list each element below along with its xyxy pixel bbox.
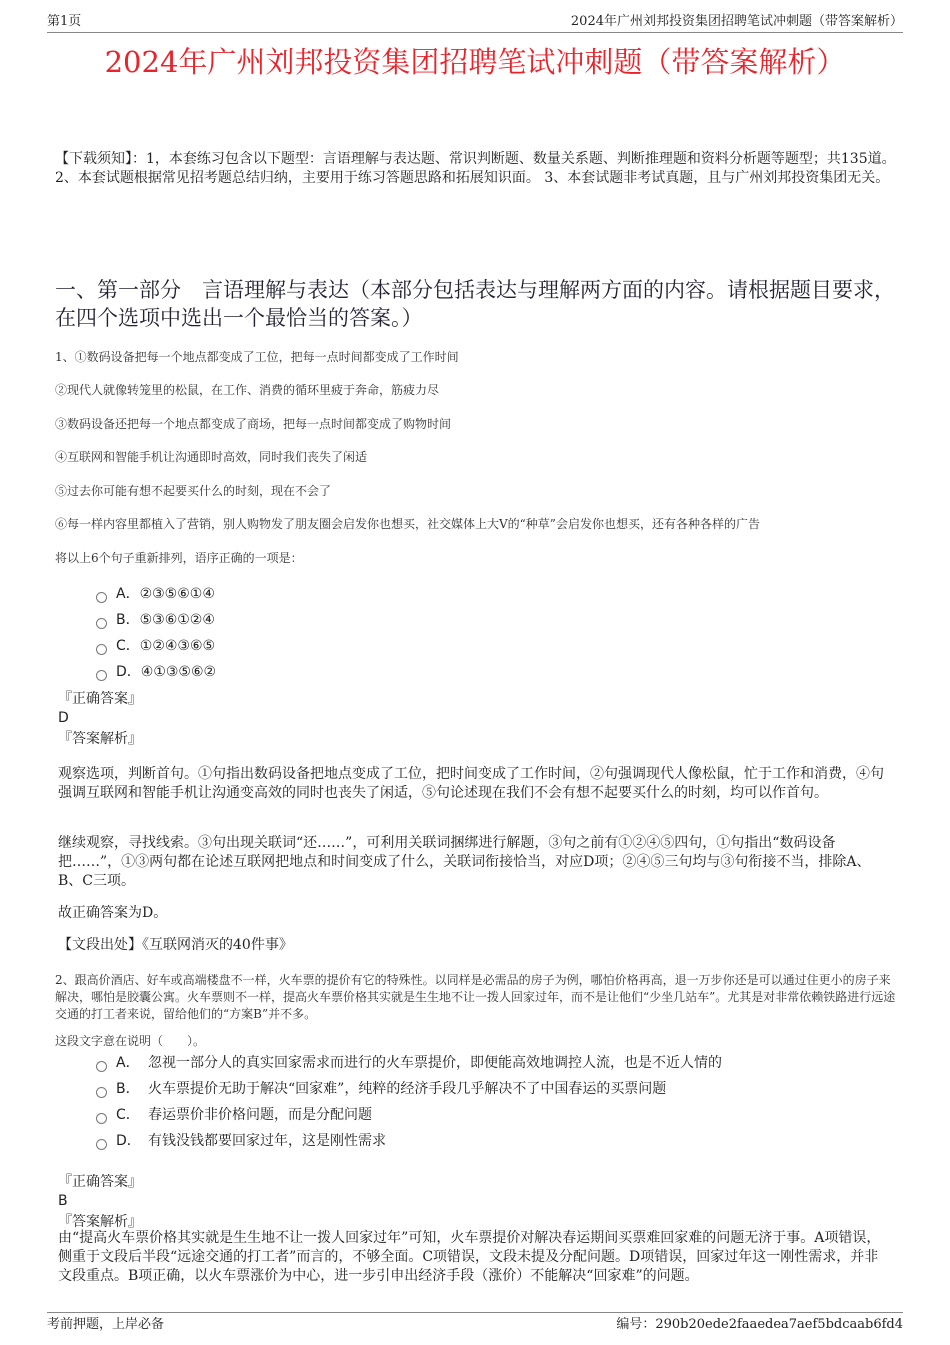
radio-icon[interactable]: [96, 644, 107, 655]
q1-line: ⑤过去你可能有想不起要买什么的时刻，现在不会了: [55, 484, 332, 498]
q1-analysis-para: 继续观察，寻找线索。③句出现关联词“还……”，可利用关联词捆绑进行解题，③句之前有①②④⑤四句，①句指出“数码设备把……”，①③两句都在论述互联网把地点和时间变成了什么，关联词衔接恰当，对应D项；②④⑤三句均与③句衔接不当，排除A、B、C三项。: [58, 835, 871, 889]
q2-prompt: 这段文字意在说明（ ）。: [55, 1034, 206, 1048]
q1-line: ③数码设备还把每一个地点都变成了商场，把每一点时间都变成了购物时间: [55, 417, 452, 431]
q1-analysis-para: 故正确答案为D。: [58, 905, 168, 921]
download-notice: 【下载须知】：1，本套练习包含以下题型：言语理解与表达题、常识判断题、数量关系题、判断推理题和资料分析题等题型；共135道。 2、本套试题根据常见招考题总结归纳，主要用于练习答题思路和拓展知识面。 3、本套试题非考试真题，且与广州刘邦投资集团无关。: [55, 151, 896, 186]
q1-line: ⑥每一样内容里都植入了营销，别人购物发了朋友圈会启发你也想买，社交媒体上大V的“种草”会启发你也想买，还有各种各样的广告: [55, 517, 760, 531]
q2-analysis-label: 『答案解析』: [58, 1214, 142, 1230]
radio-icon[interactable]: [96, 670, 107, 681]
footer-slogan: 考前押题，上岸必备: [47, 1317, 165, 1332]
q1-option-a[interactable]: A．②③⑤⑥①④: [96, 584, 215, 604]
q2-option-a[interactable]: A． 忽视一部分人的真实回家需求而进行的火车票提价，即便能高效地调控人流，也是不近人情的: [96, 1053, 722, 1073]
q1-correct-label: 『正确答案』: [58, 691, 142, 707]
q1-source: 【文段出处】《互联网消灭的40件事》: [58, 937, 293, 953]
q1-option-c[interactable]: C．①②④③⑥⑤: [96, 636, 215, 656]
q1-line: 1、①数码设备把每一个地点都变成了工位，把每一点时间都变成了工作时间: [55, 350, 459, 364]
q1-prompt: 将以上6个句子重新排列，语序正确的一项是：: [55, 551, 303, 565]
q1-analysis-para: 观察选项，判断首句。①句指出数码设备把地点变成了工位，把时间变成了工作时间，②句强调现代人像松鼠，忙于工作和消费，④句强调互联网和智能手机让沟通变高效的同时也丧失了闲适，⑤句论述现在我们不会有想不起要买什么的时刻，均可以作首句。: [58, 766, 884, 801]
q1-option-d[interactable]: D．④①③⑤⑥②: [96, 662, 216, 682]
page-header: [47, 12, 903, 33]
q2-option-c[interactable]: C． 春运票价非价格问题，而是分配问题: [96, 1105, 372, 1125]
radio-icon[interactable]: [96, 1061, 107, 1072]
header-doc-title: 2024年广州刘邦投资集团招聘笔试冲刺题（带答案解析）: [570, 14, 903, 29]
q2-answer: B: [58, 1193, 68, 1209]
q1-option-b[interactable]: B．⑤③⑥①②④: [96, 610, 215, 630]
q1-answer: D: [58, 710, 69, 726]
radio-icon[interactable]: [96, 592, 107, 603]
radio-icon[interactable]: [96, 1087, 107, 1098]
document-title: 2024年广州刘邦投资集团招聘笔试冲刺题（带答案解析）: [104, 45, 846, 79]
q1-line: ④互联网和智能手机让沟通即时高效，同时我们丧失了闲适: [55, 450, 368, 464]
q1-analysis-label: 『答案解析』: [58, 731, 142, 747]
radio-icon[interactable]: [96, 618, 107, 629]
footer-doc-id: 编号：290b20ede2faaedea7aef5bdcaab6fd4: [616, 1317, 903, 1332]
q1-line: ②现代人就像转笼里的松鼠，在工作、消费的循环里疲于奔命，筋疲力尽: [55, 383, 440, 397]
q2-option-d[interactable]: D． 有钱没钱都要回家过年，这是刚性需求: [96, 1131, 386, 1151]
q2-option-b[interactable]: B． 火车票提价无助于解决“回家难”，纯粹的经济手段几乎解决不了中国春运的买票问题: [96, 1079, 666, 1099]
section-heading: 一、第一部分 言语理解与表达（本部分包括表达与理解两方面的内容。请根据题目要求，在四个选项中选出一个最恰当的答案。）: [55, 278, 895, 330]
q2-analysis-para: 由“提高火车票价格其实就是生生地不让一拨人回家过年”可知，火车票提价对解决春运期间买票难回家难的问题无济于事。A项错误，侧重于文段后半段“远途交通的打工者”而言的，不够全面。C项错误，文段未提及分配问题。D项错误，回家过年这一刚性需求，并非文段重点。B项正确，以火车票涨价为中心，进一步引申出经济手段（涨价）不能解决“回家难”的问题。: [58, 1230, 881, 1284]
q2-stem: 2、跟高价酒店、好车或高端楼盘不一样，火车票的提价有它的特殊性。以同样是必需品的房子为例，哪怕价格再高，退一万步你还是可以通过住更小的房子来解决，哪怕是胶囊公寓。火车票则不一样，提高火车票价格其实就是生生地不让一拨人回家过年，而不是让他们“少坐几站车”。尤其是对非常依赖铁路进行远途交通的打工者来说，留给他们的“方案B”并不多。: [55, 973, 896, 1021]
page-footer: [47, 1312, 903, 1333]
q2-correct-label: 『正确答案』: [58, 1174, 142, 1190]
page-number: 第1页: [47, 14, 82, 29]
radio-icon[interactable]: [96, 1113, 107, 1124]
radio-icon[interactable]: [96, 1139, 107, 1150]
